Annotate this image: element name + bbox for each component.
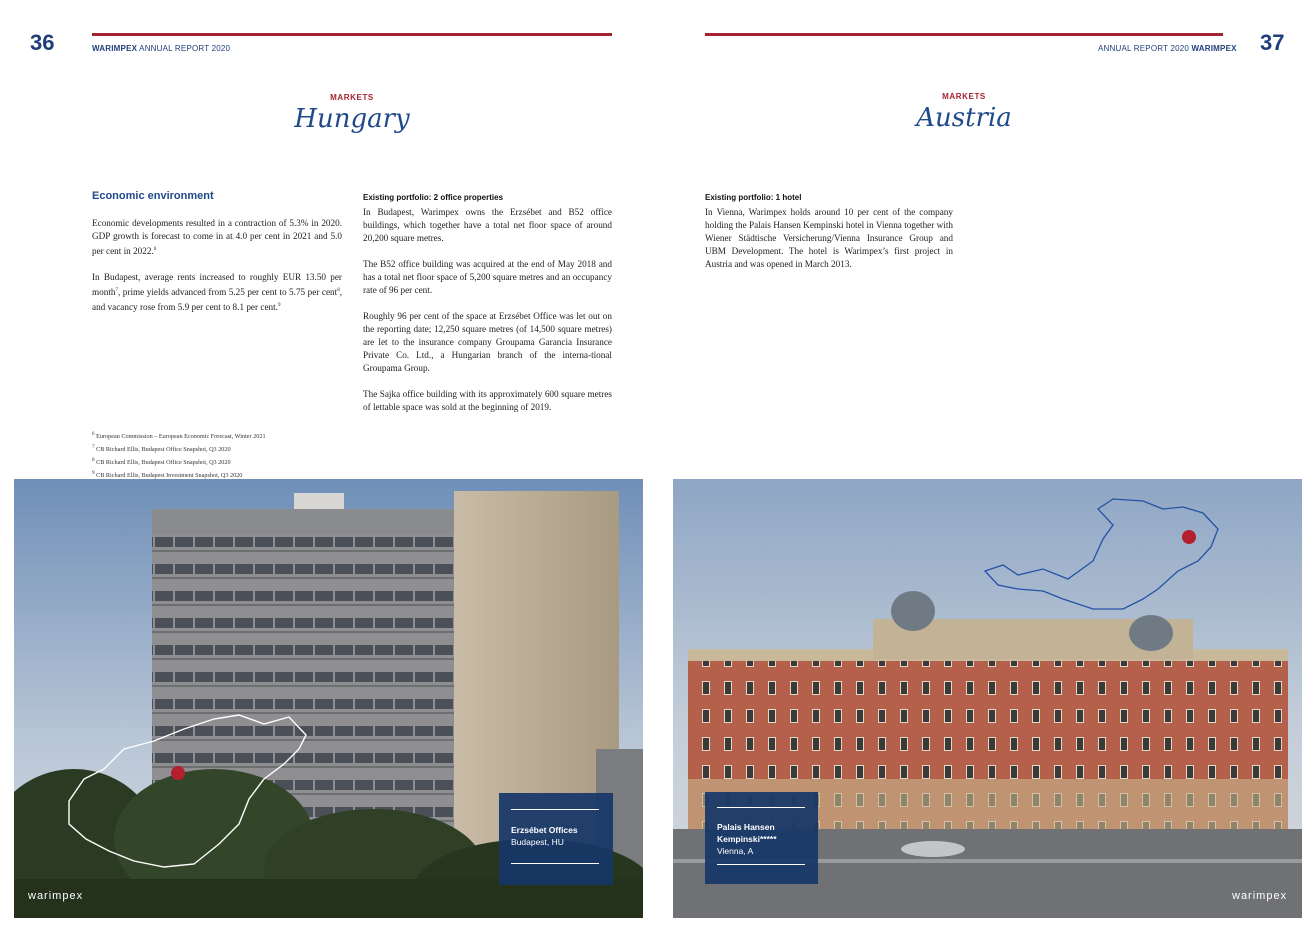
page-title-hungary: Hungary <box>294 104 410 134</box>
caption-divider <box>511 863 599 864</box>
header-rule-left <box>92 33 612 36</box>
section-kicker-left: MARKETS <box>330 93 374 102</box>
warimpex-logo-left: warimpex <box>28 890 84 902</box>
hungary-portfolio-column <box>363 191 612 427</box>
caption-divider <box>511 809 599 810</box>
running-head-right <box>1098 44 1237 53</box>
footnote: $^8$ CB Richard Ellis, Budapest Office Snapshot, Q3 2020 <box>92 457 231 467</box>
economic-paragraph-2: In Budapest, average rents increased to roughly EUR 13.50 per month$^7$, prime yields advanced from 5.25 per cent to 5.75 per cent$^8$, and vacancy rose from 5.9 per cent to 8.1 per cent.$^9$ <box>92 272 342 313</box>
running-head-brand: WARIMPEX <box>92 44 138 53</box>
palais-hansen-photo <box>673 479 1302 918</box>
caption-name-line2: Kempinski***** <box>717 834 777 844</box>
erzsebet-caption-box <box>499 793 613 885</box>
hungary-portfolio-paragraph: Roughly 96 per cent of the space at Erzsébet Office was let out on the reporting date; 12,250 square metres (of 14,500 square metres) are let to the insurance company Groupama Garancia Insurance Private Co. Ltd., a Hungarian branch of the interna-tional Groupama Group. <box>363 311 612 373</box>
running-head-left <box>92 44 230 53</box>
austria-portfolio-heading: Existing portfolio: 1 hotel <box>705 193 802 202</box>
hungary-portfolio-paragraph: The B52 office building was acquired at the end of May 2018 and has a total net floor space of 5,200 square metres and an occupancy rate of 96 per cent. <box>363 259 612 295</box>
caption-name-line1: Palais Hansen <box>717 822 775 832</box>
hungary-portfolio-paragraph: In Budapest, Warimpex owns the Erzsébet and B52 office buildings, which together have a total net floor space of around 20,200 square metres. <box>363 207 612 243</box>
economic-environment-heading: Economic environment <box>92 190 214 202</box>
budapest-location-dot <box>171 766 185 780</box>
hungary-portfolio-heading: Existing portfolio: 2 office properties <box>363 193 504 202</box>
footnote: $^7$ CB Richard Ellis, Budapest Office Snapshot, Q3 2020 <box>92 444 231 454</box>
running-head-text: ANNUAL REPORT 2020 <box>1098 44 1190 53</box>
hungary-portfolio-paragraph: The Sajka office building with its approximately 600 square metres of lettable space was sold at the beginning of 2019. <box>363 389 612 412</box>
footnote: $^6$ European Commission – European Economic Forecast, Winter 2021 <box>92 431 266 441</box>
footnotes <box>92 429 266 481</box>
erzsebet-offices-photo <box>14 479 643 918</box>
running-head-brand: WARIMPEX <box>1191 44 1237 53</box>
economic-text-column <box>92 217 342 327</box>
caption-location: Budapest, HU <box>511 837 564 847</box>
footnote: $^9$ CB Richard Ellis, Budapest Investment Snapshot, Q3 2020 <box>92 470 243 480</box>
palais-hansen-caption-box <box>705 792 818 884</box>
caption-location: Vienna, A <box>717 846 754 856</box>
page-number-left: 36 <box>30 30 55 55</box>
caption-divider <box>717 807 805 808</box>
austria-portfolio-column <box>705 191 953 284</box>
page-number-right: 37 <box>1260 30 1285 55</box>
economic-paragraph-1: Economic developments resulted in a contraction of 5.3% in 2020. GDP growth is forecast to come in at 4.0 per cent in 2021 and 5.0 per cent in 2022.$^6$ <box>92 218 342 257</box>
warimpex-logo-right: warimpex <box>1232 890 1288 902</box>
section-kicker-right: MARKETS <box>942 92 986 101</box>
caption-divider <box>717 864 805 865</box>
running-head-text: ANNUAL REPORT 2020 <box>139 44 231 53</box>
vienna-location-dot <box>1182 530 1196 544</box>
page-title-austria: Austria <box>916 103 1012 133</box>
caption-name: Erzsébet Offices <box>511 825 578 835</box>
header-rule-right <box>705 33 1223 36</box>
austria-portfolio-paragraph: In Vienna, Warimpex holds around 10 per cent of the company holding the Palais Hansen Kempinski hotel in Vienna together with Wiener Städtische Versicherung/Vienna Insurance Group and UBM Development. The hotel is Warimpex’s first project in Austria and was opened in March 2013. <box>705 207 953 269</box>
